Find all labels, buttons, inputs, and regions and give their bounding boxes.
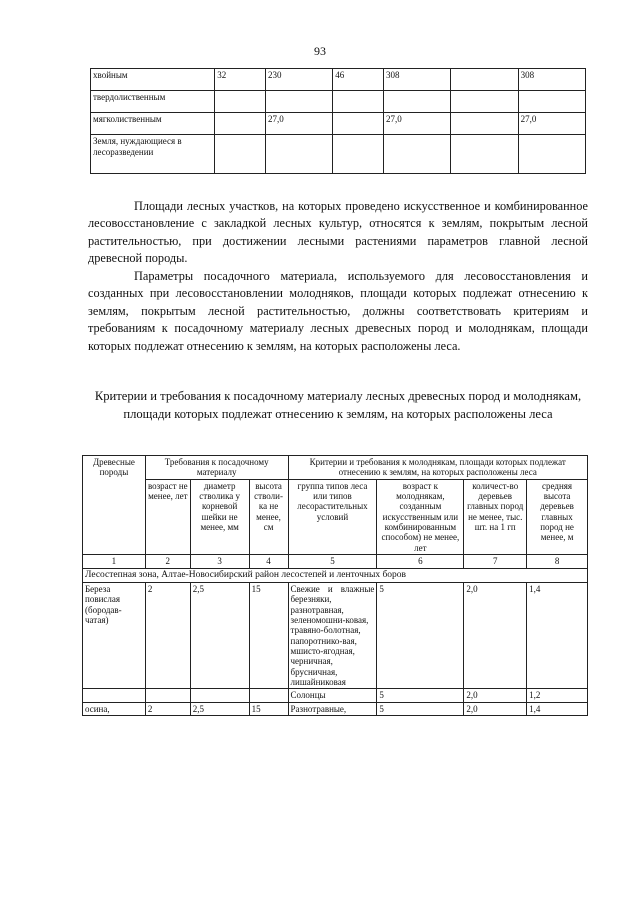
column-number: 7 — [464, 555, 527, 569]
table2-cell-count: 2,0 — [464, 583, 527, 689]
table1-row — [91, 135, 586, 174]
column-number: 6 — [377, 555, 464, 569]
table2-cell-height: 15 — [249, 702, 288, 715]
table2-cell-avg-height: 1,4 — [527, 702, 588, 715]
table1-cell: 308 — [384, 69, 451, 91]
table1-cell — [215, 91, 266, 113]
header-height: высота стволи-ка не менее, см — [249, 479, 288, 554]
criteria-table — [82, 455, 588, 716]
header-forest-type: группа типов леса или типов лесорастительных условий — [288, 479, 377, 554]
table2-cell-species: Береза повислая (бородав-чатая) — [83, 583, 146, 689]
table1-cell: 27,0 — [266, 113, 333, 135]
header-young-group: Критерии и требования к молоднякам, площади которых подлежат отнесению к землям, на которых расположены леса — [288, 456, 587, 480]
table1-row — [91, 69, 586, 91]
table2-cell-diameter: 2,5 — [190, 702, 249, 715]
table2-row — [83, 583, 588, 689]
table2-row — [83, 689, 588, 702]
table2-cell-young-age: 5 — [377, 702, 464, 715]
table1-row — [91, 91, 586, 113]
table1-row-label: твердолиственным — [91, 91, 215, 113]
table1-cell — [451, 135, 518, 174]
column-number: 2 — [145, 555, 190, 569]
land-category-table — [90, 68, 586, 174]
table2-cell-age: 2 — [145, 702, 190, 715]
paragraph-1: Площади лесных участков, на которых проведено искусственное и комбинированное лесовосстановление с закладкой лесных культур, относятся к землям, покрытым лесной растительностью, при достижении лесными растениями параметров главной лесной древесной породы. — [88, 199, 588, 266]
table2-row — [83, 702, 588, 715]
table1-cell — [333, 113, 384, 135]
header-diameter: диаметр стволика у корневой шейки не менее, мм — [190, 479, 249, 554]
header-avg-height: средняя высота деревьев главных пород не менее, м — [527, 479, 588, 554]
table1-cell — [266, 135, 333, 174]
column-number-row — [83, 555, 588, 569]
table2-cell-count: 2,0 — [464, 689, 527, 702]
table1-cell: 308 — [518, 69, 585, 91]
table2-cell-height — [249, 689, 288, 702]
table2-cell-avg-height: 1,2 — [527, 689, 588, 702]
table1-cell — [384, 135, 451, 174]
column-number: 5 — [288, 555, 377, 569]
table2-cell-diameter — [190, 689, 249, 702]
table2-cell-diameter: 2,5 — [190, 583, 249, 689]
table1-cell: 27,0 — [384, 113, 451, 135]
table1-cell — [451, 69, 518, 91]
header-count: количест-во деревьев главных пород не менее, тыс. шт. на 1 гп — [464, 479, 527, 554]
table2-cell-forest-type: Разнотравные, — [288, 702, 377, 715]
table1-cell — [333, 91, 384, 113]
header-young-age: возраст к молоднякам, созданным искусственным или комбинированным способом) не менее, лет — [377, 479, 464, 554]
header-age: возраст не менее, лет — [145, 479, 190, 554]
table2-cell-height: 15 — [249, 583, 288, 689]
table1-cell — [451, 91, 518, 113]
table1-cell — [333, 135, 384, 174]
table1-cell — [451, 113, 518, 135]
page-number: 93 — [314, 44, 326, 58]
table2-cell-forest-type: Свежие и влажные березняки, разнотравная, зеленомошни-ковая, травяно-болотная, папоротнико-вая, мшисто-ягодная, черничная, брусничная, лишайниковая — [288, 583, 377, 689]
table2-cell-forest-type: Солонцы — [288, 689, 377, 702]
table1-cell: 27,0 — [518, 113, 585, 135]
column-number: 1 — [83, 555, 146, 569]
table1-cell: 32 — [215, 69, 266, 91]
zone-row: Лесостепная зона, Алтае-Новосибирский район лесостепей и ленточных боров — [83, 569, 588, 583]
table1-row-label: хвойным — [91, 69, 215, 91]
table1-cell: 230 — [266, 69, 333, 91]
column-number: 3 — [190, 555, 249, 569]
paragraph-2: Параметры посадочного материала, используемого для лесовосстановления и созданных при лесовосстановлении молодняков, площади которых подлежат отнесению к землям, покрытым лесной растительностью, должны соответствовать критериям и требованиям к посадочному материалу лесных древесных пород и молоднякам, площади которых подлежат отнесению к землям, на которых расположены леса. — [88, 269, 588, 353]
table1-row-label: Земля, нуждающиеся в лесоразведении — [91, 135, 215, 174]
table2-cell-count: 2,0 — [464, 702, 527, 715]
table1-cell — [518, 135, 585, 174]
table2-cell-species: осина, — [83, 702, 146, 715]
header-species: Древесные породы — [83, 456, 146, 555]
table1-cell — [215, 135, 266, 174]
table2-cell-age: 2 — [145, 583, 190, 689]
table1-cell: 46 — [333, 69, 384, 91]
table2-cell-young-age: 5 — [377, 689, 464, 702]
table2-cell-young-age: 5 — [377, 583, 464, 689]
table2-cell-avg-height: 1,4 — [527, 583, 588, 689]
table1-row-label: мягколиственным — [91, 113, 215, 135]
table1-cell — [518, 91, 585, 113]
header-seedling-group: Требования к посадочному материалу — [145, 456, 288, 480]
column-number: 4 — [249, 555, 288, 569]
column-number: 8 — [527, 555, 588, 569]
table1-cell — [384, 91, 451, 113]
table-heading: Критерии и требования к посадочному материалу лесных древесных пород и молоднякам, площади которых подлежат отнесению к землям, на которых расположены леса — [94, 389, 582, 421]
table1-cell — [215, 113, 266, 135]
table1-row — [91, 113, 586, 135]
table2-cell-age — [145, 689, 190, 702]
table2-cell-species — [83, 689, 146, 702]
table1-cell — [266, 91, 333, 113]
